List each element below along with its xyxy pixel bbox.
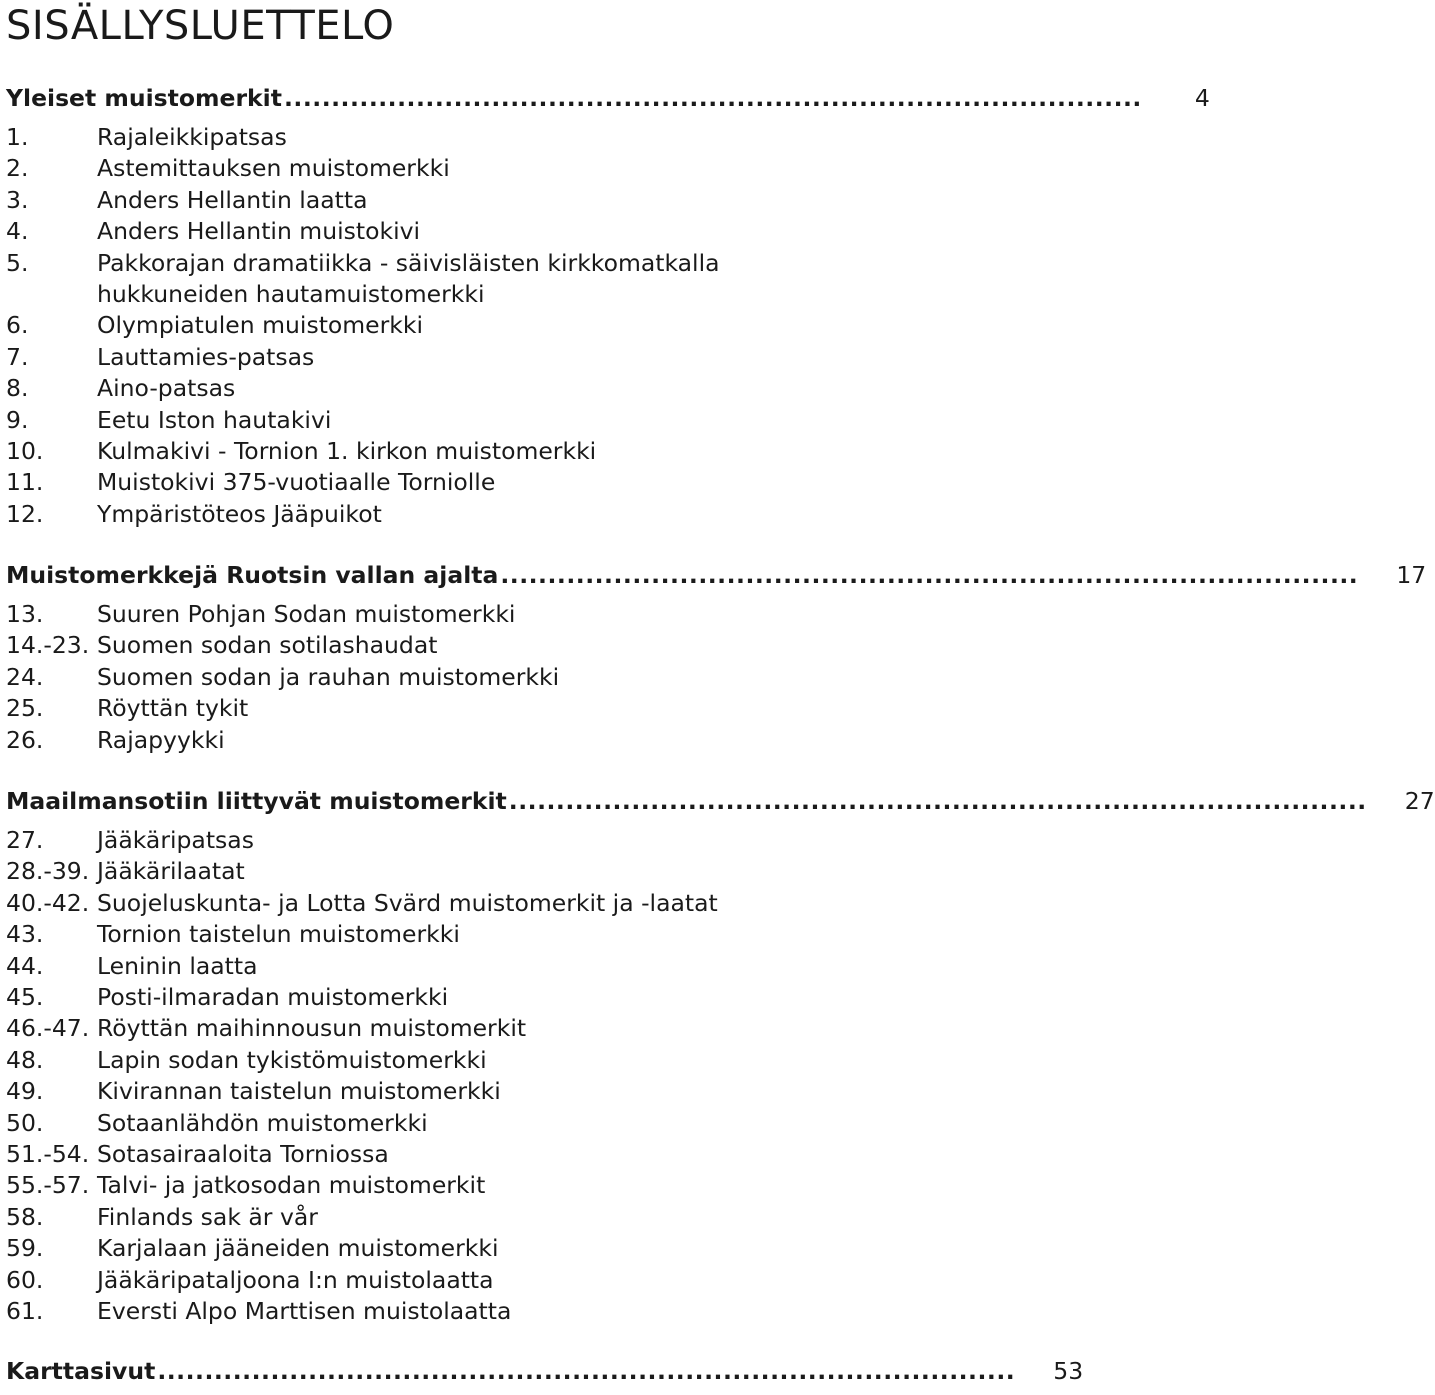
item-number: 14.-23.: [6, 631, 90, 660]
item-title: Röyttän maihinnousun muistomerkit: [97, 1014, 527, 1043]
item-number: 10.: [6, 437, 44, 466]
item-number: 11.: [6, 468, 44, 497]
item-number: 46.-47.: [6, 1014, 90, 1043]
toc-item[interactable]: [6, 499, 960, 530]
item-title: Tornion taistelun muistomerkki: [97, 920, 460, 949]
item-title: Sotaanlähdön muistomerkki: [97, 1108, 428, 1137]
item-number: 5.: [6, 248, 29, 277]
item-number: 48.: [6, 1045, 44, 1074]
dot-leader: ...........................................................................................: [157, 1357, 1016, 1385]
toc-item-list: [6, 122, 960, 530]
item-number: 24.: [6, 662, 44, 691]
toc-item[interactable]: [6, 1170, 960, 1201]
toc-item-list: [6, 599, 960, 756]
item-title: Kivirannan taistelun muistomerkki: [97, 1077, 501, 1106]
item-title: Astemittauksen muistomerkki: [97, 154, 450, 183]
toc-item[interactable]: [6, 825, 960, 856]
item-number: 60.: [6, 1265, 44, 1294]
toc-item[interactable]: [6, 1265, 960, 1296]
toc-item[interactable]: [6, 342, 960, 373]
item-title: Talvi- ja jatkosodan muistomerkit: [97, 1171, 486, 1200]
dot-leader: ...........................................................................................: [500, 561, 1359, 589]
item-title: Suuren Pohjan Sodan muistomerkki: [97, 600, 516, 628]
item-number: 8.: [6, 374, 29, 403]
page-title: SISÄLLYSLUETTELO: [6, 3, 395, 49]
toc-item[interactable]: [6, 919, 960, 950]
item-number: 26.: [6, 725, 44, 754]
item-number: 55.-57.: [6, 1171, 90, 1200]
toc-item[interactable]: [6, 693, 960, 724]
item-number: 7.: [6, 342, 29, 371]
item-number: 2.: [6, 154, 29, 183]
item-number: 43.: [6, 920, 44, 949]
toc-section-ruotsin-vallan-ajalta: [6, 560, 1427, 756]
item-title: Sotasairaaloita Torniossa: [97, 1140, 389, 1169]
toc-item[interactable]: [6, 216, 960, 247]
toc-item[interactable]: [6, 856, 960, 887]
dot-leader: ...........................................................................................: [283, 84, 1142, 112]
item-title: Kulmakivi - Tornion 1. kirkon muistomerkki: [97, 437, 597, 466]
item-title: Karjalaan jääneiden muistomerkki: [97, 1234, 499, 1263]
toc-item[interactable]: [6, 1139, 960, 1170]
item-title-continuation: hukkuneiden hautamuistomerkki: [97, 280, 485, 309]
section-title: Muistomerkkejä Ruotsin vallan ajalta: [6, 561, 499, 589]
item-number: 25.: [6, 694, 44, 723]
section-heading[interactable]: [6, 83, 1210, 114]
toc-section-yleiset: [6, 83, 1210, 530]
item-title: Muistokivi 375-vuotiaalle Torniolle: [97, 468, 496, 497]
item-number: 45.: [6, 983, 44, 1012]
toc-item-continuation[interactable]: [6, 279, 960, 310]
item-number-blank: [6, 279, 97, 310]
toc-item[interactable]: [6, 248, 960, 279]
item-title: Suojeluskunta- ja Lotta Svärd muistomerkit ja -laatat: [97, 888, 718, 917]
item-number: 6.: [6, 311, 29, 340]
item-title: Lauttamies-patsas: [97, 342, 315, 371]
toc-item[interactable]: [6, 599, 960, 630]
item-title: Posti-ilmaradan muistomerkki: [97, 983, 449, 1012]
item-title: Rajaleikkipatsas: [97, 123, 287, 151]
item-title: Suomen sodan sotilashaudat: [97, 631, 438, 660]
toc-item[interactable]: [6, 1076, 960, 1107]
toc-item[interactable]: [6, 982, 960, 1013]
item-number: 49.: [6, 1077, 44, 1106]
item-title: Jääkäripataljoona I:n muistolaatta: [97, 1265, 494, 1294]
item-title: Eetu Iston hautakivi: [97, 405, 332, 434]
section-heading[interactable]: [6, 560, 1427, 591]
section-page-number: 53: [1053, 1357, 1084, 1385]
item-number: 27.: [6, 826, 44, 854]
item-title: Anders Hellantin laatta: [97, 185, 368, 214]
toc-section-maailmansodat: [6, 786, 1435, 1328]
item-title: Anders Hellantin muistokivi: [97, 217, 421, 246]
item-number: 40.-42.: [6, 888, 90, 917]
toc-item[interactable]: [6, 1202, 960, 1233]
item-title: Suomen sodan ja rauhan muistomerkki: [97, 662, 560, 691]
item-title: Aino-patsas: [97, 374, 236, 403]
toc-item[interactable]: [6, 153, 960, 184]
item-number: 44.: [6, 951, 44, 980]
section-heading[interactable]: [6, 1356, 1084, 1387]
item-title: Finlands sak är vår: [97, 1202, 318, 1231]
item-number: 4.: [6, 217, 29, 246]
item-number: 61.: [6, 1297, 44, 1326]
toc-item[interactable]: [6, 1233, 960, 1264]
item-number: 50.: [6, 1108, 44, 1137]
toc-item[interactable]: [6, 888, 960, 919]
toc-item[interactable]: [6, 436, 960, 467]
item-title: Pakkorajan dramatiikka - säivisläisten kirkkomatkalla: [97, 248, 720, 277]
toc-item[interactable]: [6, 951, 960, 982]
item-title: Lapin sodan tykistömuistomerkki: [97, 1045, 487, 1074]
item-title: Rajapyykki: [97, 725, 225, 754]
toc-item[interactable]: [6, 405, 960, 436]
item-title: Eversti Alpo Marttisen muistolaatta: [97, 1297, 512, 1326]
item-title: Ympäristöteos Jääpuikot: [97, 499, 382, 528]
toc-item[interactable]: [6, 310, 960, 341]
item-number: 1.: [6, 123, 29, 151]
toc-item[interactable]: [6, 630, 960, 661]
item-title: Leninin laatta: [97, 951, 258, 980]
toc-item[interactable]: [6, 467, 960, 498]
item-number: 51.-54.: [6, 1140, 90, 1169]
item-number: 9.: [6, 405, 29, 434]
toc-item[interactable]: [6, 1108, 960, 1139]
section-heading[interactable]: [6, 786, 1435, 817]
item-title: Jääkäripatsas: [97, 826, 254, 854]
section-title: Yleiset muistomerkit: [6, 84, 282, 112]
section-page-number: 4: [1194, 84, 1210, 112]
toc-section-karttasivut: [6, 1356, 1084, 1395]
item-title: Jääkärilaatat: [97, 857, 245, 886]
section-page-number: 17: [1396, 561, 1427, 589]
item-number: 28.-39.: [6, 857, 90, 886]
item-number: 59.: [6, 1234, 44, 1263]
section-title: Maailmansotiin liittyvät muistomerkit: [6, 787, 507, 815]
toc-item[interactable]: [6, 1013, 960, 1044]
toc-item[interactable]: [6, 122, 960, 153]
section-page-number: 27: [1404, 787, 1435, 815]
toc-item[interactable]: [6, 1296, 960, 1327]
item-title: Olympiatulen muistomerkki: [97, 311, 424, 340]
toc-item[interactable]: [6, 662, 960, 693]
toc-item[interactable]: [6, 725, 960, 756]
dot-leader: ...........................................................................................: [508, 787, 1367, 815]
toc-item[interactable]: [6, 373, 960, 404]
item-number: 13.: [6, 600, 44, 628]
item-number: 58.: [6, 1202, 44, 1231]
item-title: Röyttän tykit: [97, 694, 249, 723]
item-number: 3.: [6, 185, 29, 214]
toc-item-list: [6, 825, 960, 1328]
item-number: 12.: [6, 499, 44, 528]
section-title: Karttasivut: [6, 1357, 156, 1385]
toc-item[interactable]: [6, 1045, 960, 1076]
toc-item[interactable]: [6, 185, 960, 216]
